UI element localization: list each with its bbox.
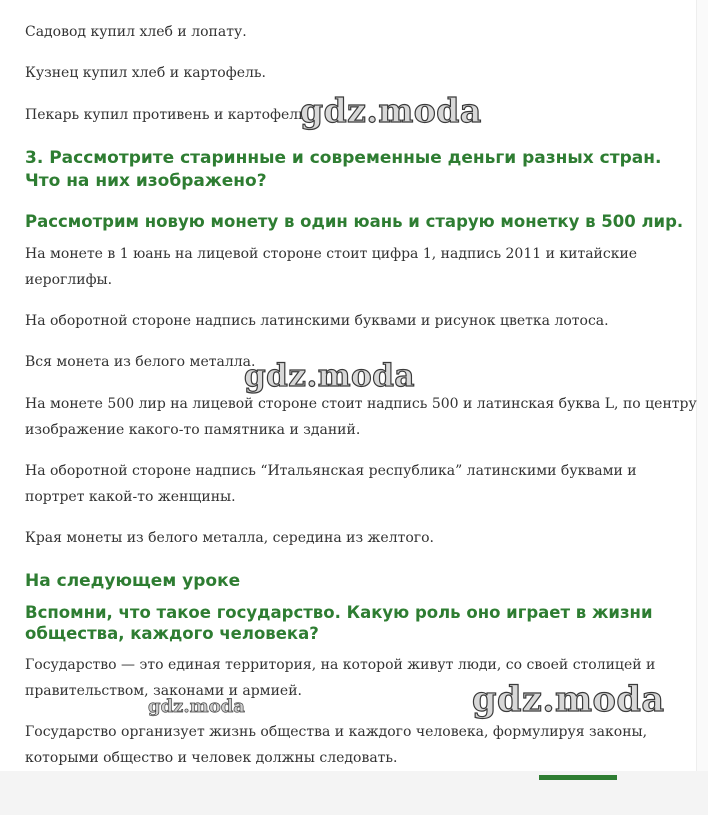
lira-front-line-2: изображение какого-то памятника и зданий. xyxy=(25,422,361,438)
paragraph-baker: Пекарь купил противень и картофель. xyxy=(25,107,311,123)
next-lesson-question-line-1: Вспомни, что такое государство. Какую роль оно играет в жизни xyxy=(25,603,653,622)
yuan-front-line-2: иероглифы. xyxy=(25,272,113,288)
bottom-accent-bar xyxy=(539,775,617,780)
lira-back-line-2: портрет какой-то женщины. xyxy=(25,489,236,505)
watermark-logo: gdz.moda xyxy=(472,679,665,720)
page-right-edge xyxy=(696,0,708,771)
next-lesson-question-line-2: общества, каждого человека? xyxy=(25,624,319,643)
yuan-front-line-1: На монете в 1 юань на лицевой стороне стоит цифра 1, надпись 2011 и китайские xyxy=(25,246,638,262)
answer-1-line-2: правительством, законами и армией. xyxy=(25,683,302,699)
yuan-back: На оборотной стороне надпись латинскими буквами и рисунок цветка лотоса. xyxy=(25,313,609,329)
question-3-line-2: Что на них изображено? xyxy=(25,171,267,191)
answer-2-line-1: Государство организует жизнь общества и каждого человека, формулируя законы, xyxy=(25,724,648,740)
lira-front-line-1: На монете 500 лир на лицевой стороне стоит надпись 500 и латинская буква L, по центру xyxy=(25,396,697,412)
next-lesson-title: На следующем уроке xyxy=(25,571,241,591)
paragraph-gardener: Садовод купил хлеб и лопату. xyxy=(25,24,247,40)
watermark-logo-small: gdz.moda xyxy=(148,696,245,717)
question-3-line-1: 3. Рассмотрите старинные и современные деньги разных стран. xyxy=(25,148,662,168)
coins-heading: Рассмотрим новую монету в один юань и старую монетку в 500 лир. xyxy=(25,212,684,231)
answer-2-line-2: которыми общество и человек должны следовать. xyxy=(25,750,398,766)
lira-back-line-1: На оборотной стороне надпись “Итальянская республика” латинскими буквами и xyxy=(25,463,637,479)
watermark-logo: gdz.moda xyxy=(244,358,415,394)
watermark-logo: gdz.moda xyxy=(300,91,482,130)
paragraph-blacksmith: Кузнец купил хлеб и картофель. xyxy=(25,65,266,81)
yuan-metal: Вся монета из белого металла. xyxy=(25,354,256,370)
lira-metal: Края монеты из белого металла, середина из желтого. xyxy=(25,530,434,546)
answer-1-line-1: Государство — это единая территория, на которой живут люди, со своей столицей и xyxy=(25,657,656,673)
